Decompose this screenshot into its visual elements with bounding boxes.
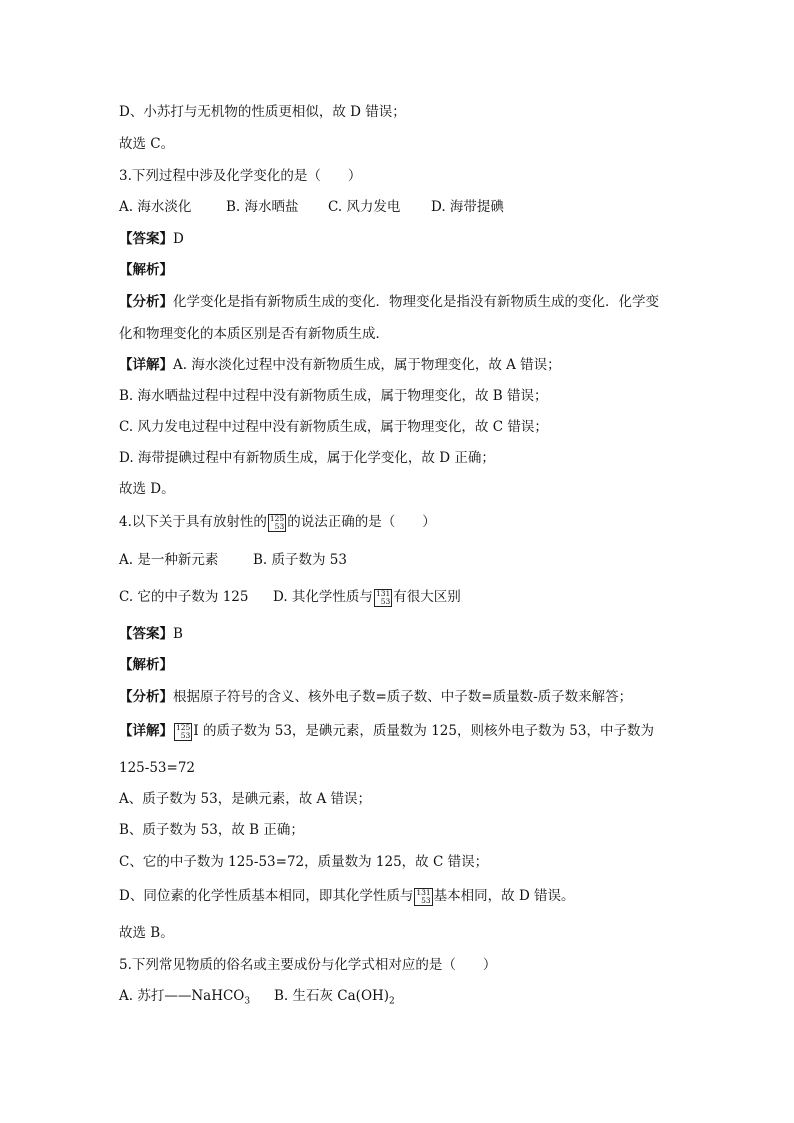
text-line: D. 海带提碘过程中有新物质生成，属于化学变化，故 D 正确； bbox=[119, 450, 495, 466]
option-c: C. 它的中子数为 125 bbox=[119, 589, 249, 605]
question-5: 5.下列常见物质的俗名或主要成份与化学式相对应的是（ ） bbox=[119, 957, 497, 973]
text-part: D、同位素的化学性质基本相同，即其化学性质与 bbox=[119, 888, 414, 904]
answer-tag: 【答案】 bbox=[119, 231, 173, 247]
question-text: 的说法正确的是（ ） bbox=[287, 514, 436, 530]
answer-value: B bbox=[173, 626, 183, 642]
text-line: C、它的中子数为 125-53=72，质量数为 125，故 C 错误； bbox=[119, 854, 489, 870]
xiangjie-tag: 【详解】 bbox=[119, 357, 173, 373]
option-d bbox=[273, 589, 461, 605]
atomic-number: 53 bbox=[380, 596, 391, 606]
option-b bbox=[274, 988, 395, 1007]
xiangjie-line bbox=[119, 721, 654, 741]
question-5-options bbox=[119, 986, 395, 1012]
question-4 bbox=[119, 512, 436, 532]
atomic-number: 53 bbox=[180, 730, 191, 740]
fenxi-line bbox=[119, 292, 659, 312]
text-line: 故选 B。 bbox=[119, 925, 174, 941]
answer-tag: 【答案】 bbox=[119, 626, 173, 642]
answer-value: D bbox=[173, 231, 184, 247]
option-b: B. 海水晒盐 bbox=[226, 199, 299, 215]
jiexi-heading: 【解析】 bbox=[119, 657, 173, 673]
xiangjie-text: A. 海水淡化过程中没有新物质生成，属于物理变化，故 A 错误； bbox=[173, 357, 561, 373]
answer-line bbox=[119, 229, 184, 249]
question-4-options-ab bbox=[119, 550, 347, 570]
question-4-options-cd bbox=[119, 587, 461, 607]
option-b-text: B. 生石灰 Ca(OH) bbox=[274, 988, 390, 1004]
fenxi-text: 化学变化是指有新物质生成的变化．物理变化是指没有新物质生成的变化．化学变 bbox=[173, 294, 659, 310]
question-3: 3.下列过程中涉及化学变化的是（ ） bbox=[119, 168, 362, 184]
text-line: 故选 D。 bbox=[119, 481, 175, 497]
text-line: 故选 C。 bbox=[119, 136, 175, 152]
fenxi-tag: 【分析】 bbox=[119, 689, 173, 705]
fenxi-text: 根据原子符号的含义、核外电子数=质子数、中子数=质量数-质子数来解答； bbox=[173, 689, 633, 705]
isotope-125i-symbol bbox=[174, 723, 192, 741]
text-line: B. 海水晒盐过程中过程中没有新物质生成，属于物理变化，故 B 错误； bbox=[119, 388, 548, 404]
option-c: C. 风力发电 bbox=[328, 199, 401, 215]
text-line bbox=[119, 886, 575, 906]
question-text: 4.以下关于具有放射性的 bbox=[119, 514, 267, 530]
text-line: 化和物理变化的本质区别是否有新物质生成． bbox=[119, 326, 389, 342]
mass-number: 125 bbox=[269, 513, 285, 523]
xiangjie-text: I 的质子数为 53，是碘元素，质量数为 125，则核外电子数为 53，中子数为 bbox=[193, 723, 654, 739]
option-d-text: 有很大区别 bbox=[393, 589, 461, 605]
text-line: B、质子数为 53，故 B 正确； bbox=[119, 822, 304, 838]
question-3-options bbox=[119, 197, 504, 217]
option-a: A. 是一种新元素 bbox=[119, 552, 219, 568]
text-part: 基本相同，故 D 错误。 bbox=[433, 888, 575, 904]
atomic-number: 53 bbox=[421, 895, 431, 905]
option-d-text: D. 其化学性质与 bbox=[273, 589, 373, 605]
mass-number: 125 bbox=[176, 722, 191, 732]
isotope-125i-symbol bbox=[268, 514, 286, 532]
mass-number: 131 bbox=[416, 887, 431, 897]
text-line: 125-53=72 bbox=[119, 760, 195, 776]
answer-line bbox=[119, 624, 183, 644]
atomic-number: 53 bbox=[274, 521, 285, 531]
xiangjie-line bbox=[119, 355, 561, 375]
option-a: A. 海水淡化 bbox=[119, 199, 192, 215]
option-a-text: A. 苏打——NaHCO bbox=[119, 988, 245, 1004]
option-d: D. 海带提碘 bbox=[431, 199, 504, 215]
xiangjie-tag: 【详解】 bbox=[119, 723, 173, 739]
text-line: C. 风力发电过程中过程中没有新物质生成，属于物理变化，故 C 错误； bbox=[119, 419, 548, 435]
subscript: 2 bbox=[389, 996, 395, 1007]
option-a bbox=[119, 986, 274, 1012]
text-line: A、质子数为 53，是碘元素，故 A 错误； bbox=[119, 791, 372, 807]
isotope-131i-symbol bbox=[414, 888, 432, 906]
mass-number: 131 bbox=[375, 588, 391, 598]
jiexi-heading: 【解析】 bbox=[119, 262, 173, 278]
text-line: D、小苏打与无机物的性质更相似，故 D 错误； bbox=[119, 104, 406, 120]
subscript: 3 bbox=[244, 996, 251, 1007]
fenxi-tag: 【分析】 bbox=[119, 294, 173, 310]
option-b: B. 质子数为 53 bbox=[253, 552, 347, 568]
fenxi-line bbox=[119, 687, 632, 707]
isotope-131i-symbol bbox=[374, 589, 392, 607]
